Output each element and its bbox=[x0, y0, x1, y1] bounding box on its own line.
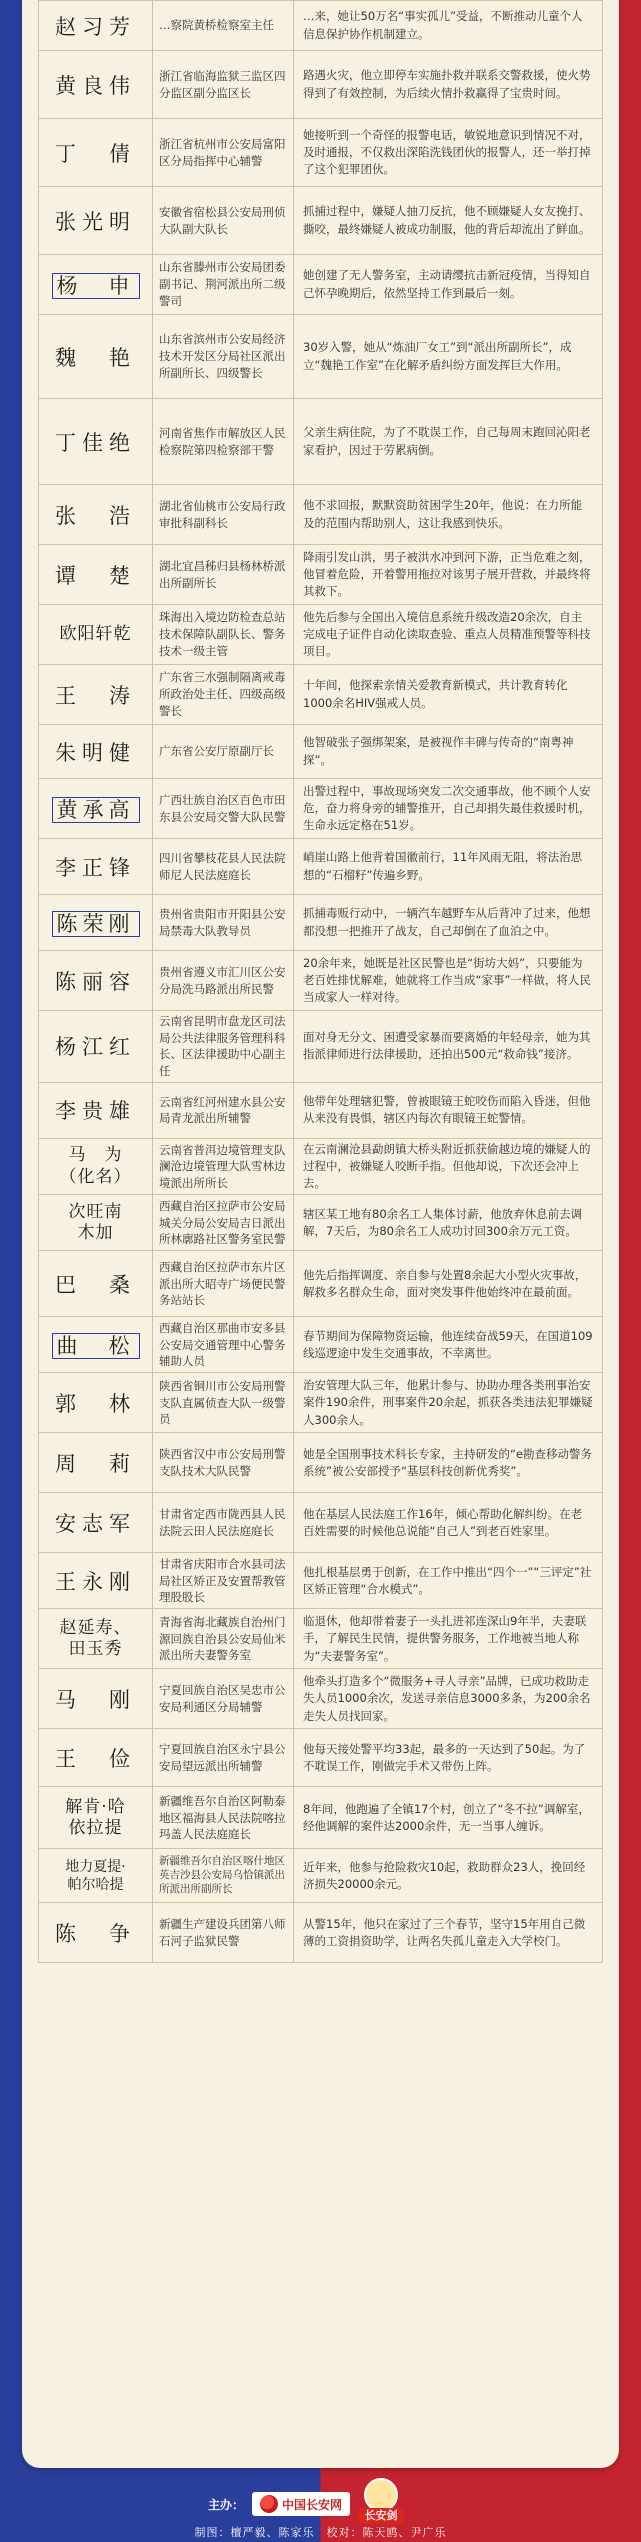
honoree-unit: 新疆维吾尔自治区喀什地区英吉沙县公安局乌恰镇派出所派出所副所长 bbox=[153, 1849, 294, 1903]
honoree-row bbox=[39, 119, 603, 187]
honoree-unit: 湖北省仙桃市公安局行政审批科副科长 bbox=[153, 485, 294, 545]
honoree-unit: 云南省普洱边境管理支队澜沧边境管理大队雪林边境派出所所长 bbox=[153, 1138, 294, 1195]
honoree-deed: 十年间，他探索亲情关爱教育新模式，共计教育转化1000余名HIV强戒人员。 bbox=[294, 665, 603, 725]
honoree-deed: 父亲生病住院，为了不耽误工作，自己每周末跑回沁阳老家看护，因过于劳累病倒。 bbox=[294, 399, 603, 485]
honoree-unit: 广西壮族自治区百色市田东县公安局交警大队民警 bbox=[153, 779, 294, 839]
honoree-row bbox=[39, 1082, 603, 1138]
honoree-unit: …察院黄桥检察室主任 bbox=[153, 1, 294, 51]
honoree-row bbox=[39, 1317, 603, 1373]
honoree-deed: 他带年处理辖犯警，曾被眼镜王蛇咬伤而陷入昏迷，但他从来没有畏惧，辖区内每次有眼镜王蛇警情。 bbox=[294, 1082, 603, 1138]
honoree-unit: 陕西省汉中市公安局刑警支队技术大队民警 bbox=[153, 1433, 294, 1493]
honoree-deed: 他牵头打造多个“微服务+寻人寻亲”品牌，已成功救助走失人员1000余次，发送寻亲信息3000多条，为200余名走失人员找回家。 bbox=[294, 1669, 603, 1729]
honoree-row bbox=[39, 1011, 603, 1083]
honoree-unit: 四川省攀枝花县人民法院师尼人民法庭庭长 bbox=[153, 839, 294, 895]
honoree-deed: 治安管理大队三年，他累计参与、协助办理各类刑事治安案件190余件，刑事案件20余起，抓获各类违法犯罪嫌疑人300余人。 bbox=[294, 1373, 603, 1433]
honoree-name: 马 为 （化名） bbox=[39, 1138, 153, 1195]
honoree-unit: 西藏自治区那曲市安多县公安局交通管理中心警务辅助人员 bbox=[153, 1317, 294, 1373]
honoree-name: 陈 争 bbox=[39, 1903, 153, 1963]
honoree-deed: 出警过程中，事故现场突发二次交通事故，他不顾个人安危，奋力将身旁的辅警推开，自己却捐失最佳救援时机，生命永远定格在51岁。 bbox=[294, 779, 603, 839]
honoree-deed: 辖区某工地有80余名工人集体讨薪，他放弃休息前去调解，7天后，为80余名工人成功讨回300余万元工资。 bbox=[294, 1195, 603, 1251]
honoree-name: 曲 松 bbox=[39, 1317, 153, 1373]
honoree-name: 张 浩 bbox=[39, 485, 153, 545]
honoree-unit: 甘肃省定西市陇西县人民法院云田人民法庭庭长 bbox=[153, 1493, 294, 1553]
changanjian-mascot-icon bbox=[364, 2478, 398, 2512]
chinapeace-logo-text: 中国长安网 bbox=[282, 2497, 343, 2512]
honoree-unit: 甘肃省庆阳市合水县司法局社区矫正及安置帮教管理股股长 bbox=[153, 1553, 294, 1609]
honoree-unit: 山东省滨州市公安局经济技术开发区分局社区派出所副所长、四级警长 bbox=[153, 315, 294, 399]
honoree-row bbox=[39, 1553, 603, 1609]
honoree-name: 赵延寿、 田玉秀 bbox=[39, 1609, 153, 1669]
honoree-name: 谭 楚 bbox=[39, 545, 153, 605]
honoree-name: 王 涛 bbox=[39, 665, 153, 725]
honoree-row bbox=[39, 1373, 603, 1433]
honoree-deed: 面对身无分文、困遭受家暴而要离婚的年轻母亲，她为其指派律师进行法律援助，还拍出500元“救命钱”接济。 bbox=[294, 1011, 603, 1083]
honoree-row bbox=[39, 1903, 603, 1963]
honoree-deed: 30岁入警，她从“炼油厂女工”到“派出所副所长”，成立“魏艳工作室”在化解矛盾纠纷方面发挥巨大作用。 bbox=[294, 315, 603, 399]
honoree-name: 丁 倩 bbox=[39, 119, 153, 187]
honoree-deed: 峭崖山路上他背着国徽前行，11年风雨无阻，将法治思想的“石榴籽”传遍乡野。 bbox=[294, 839, 603, 895]
honoree-row bbox=[39, 1609, 603, 1669]
honoree-name: 欧阳轩乾 bbox=[39, 605, 153, 665]
changanjian-logo bbox=[358, 2478, 404, 2530]
honoree-deed: 20余年来，她既是社区民警也是“街坊大妈”，只要能为老百姓排忧解难，她就将工作当成“家事”一样做，将人民当成家人一样对待。 bbox=[294, 951, 603, 1011]
honoree-row bbox=[39, 725, 603, 779]
honoree-unit: 贵州省贵阳市开阳县公安局禁毒大队教导员 bbox=[153, 895, 294, 951]
honoree-deed: 路遇火灾，他立即停车实施扑救并联系交警救援，使火势得到了有效控制，为后续火情扑救赢得了宝贵时间。 bbox=[294, 51, 603, 119]
honoree-name: 地力夏提· 帕尔哈提 bbox=[39, 1849, 153, 1903]
honoree-name: 杨 申 bbox=[39, 255, 153, 315]
honoree-name: 陈丽容 bbox=[39, 951, 153, 1011]
honoree-row bbox=[39, 1251, 603, 1317]
honoree-deed: 他每天接处警平均33起，最多的一天达到了50起。为了不耽误工作，刚做完手术又带伤上阵。 bbox=[294, 1729, 603, 1787]
honoree-row bbox=[39, 665, 603, 725]
honoree-row bbox=[39, 187, 603, 255]
honoree-deed: 他在基层人民法庭工作16年，倾心帮助化解纠纷。在老百姓需要的时候他总说能“自己人”到老百姓家里。 bbox=[294, 1493, 603, 1553]
honoree-name: 黄良伟 bbox=[39, 51, 153, 119]
honoree-name: 杨江红 bbox=[39, 1011, 153, 1083]
honoree-unit: 云南省红河州建水县公安局青龙派出所辅警 bbox=[153, 1082, 294, 1138]
honoree-unit: 宁夏回族自治区吴忠市公安局利通区分局辅警 bbox=[153, 1669, 294, 1729]
honoree-name: 马 刚 bbox=[39, 1669, 153, 1729]
honoree-deed: 她是全国刑事技术科长专家，主持研发的“e勘查移动警务系统”被公安部授予“基层科技创新优秀奖”。 bbox=[294, 1433, 603, 1493]
honoree-unit: 云南省昆明市盘龙区司法局公共法律服务管理科科长、区法律援助中心副主任 bbox=[153, 1011, 294, 1083]
sponsor-label: 主办： bbox=[208, 2497, 245, 2512]
honoree-name: 巴 桑 bbox=[39, 1251, 153, 1317]
honoree-deed: …来，她让50万名“事实孤儿”受益，不断推动儿童个人信息保护协作机制建立。 bbox=[294, 1, 603, 51]
honoree-name: 魏 艳 bbox=[39, 315, 153, 399]
honoree-unit: 山东省滕州市公安局团委副书记、荆河派出所二级警司 bbox=[153, 255, 294, 315]
honoree-name: 王 俭 bbox=[39, 1729, 153, 1787]
honoree-deed: 她创建了无人警务室，主动请缨抗击新冠疫情，当得知自己怀孕晚期后，依然坚持工作到最后一刻。 bbox=[294, 255, 603, 315]
honoree-deed: 在云南澜沧县勐朗镇大桥头附近抓获偷越边境的嫌疑人的过程中，被嫌疑人咬断手指。但他却说，下次还会冲上去。 bbox=[294, 1138, 603, 1195]
honoree-name: 李贵雄 bbox=[39, 1082, 153, 1138]
honoree-row bbox=[39, 315, 603, 399]
honoree-deed: 春节期间为保障物资运输，他连续奋战59天，在国道109线巡逻途中发生交通事故，不幸离世。 bbox=[294, 1317, 603, 1373]
honoree-unit: 珠海出入境边防检查总站技术保障队副队长、警务技术一级主管 bbox=[153, 605, 294, 665]
honoree-unit: 湖北宜昌秭归县杨林桥派出所副所长 bbox=[153, 545, 294, 605]
honoree-unit: 陕西省铜川市公安局刑警支队直属侦查大队一级警员 bbox=[153, 1373, 294, 1433]
honoree-unit: 广东省公安厅原副厅长 bbox=[153, 725, 294, 779]
honor-table bbox=[38, 0, 603, 1963]
honoree-row bbox=[39, 1729, 603, 1787]
honoree-unit: 浙江省临海监狱三监区四分监区副分监区长 bbox=[153, 51, 294, 119]
honoree-row bbox=[39, 1849, 603, 1903]
honoree-row bbox=[39, 951, 603, 1011]
honoree-row bbox=[39, 779, 603, 839]
honoree-row bbox=[39, 1669, 603, 1729]
honoree-unit: 广东省三水强制隔离戒毒所政治处主任、四级高级警长 bbox=[153, 665, 294, 725]
honoree-row bbox=[39, 895, 603, 951]
honoree-deed: 他先后参与全国出入境信息系统升级改造20余次，自主完成电子证件自动化读取查验、重点人员精准预警等科技项目。 bbox=[294, 605, 603, 665]
honoree-unit: 贵州省遵义市汇川区公安分局洗马路派出所民警 bbox=[153, 951, 294, 1011]
honoree-deed: 他不求回报，默默资助贫困学生20年，他说：在力所能及的范围内帮助别人，这让我感到快乐。 bbox=[294, 485, 603, 545]
honoree-deed: 他先后指挥调度、亲自参与处置8余起大小型火灾事故，解救多名群众生命，面对突发事件他始终冲在最前面。 bbox=[294, 1251, 603, 1317]
honoree-row bbox=[39, 1433, 603, 1493]
honoree-unit: 安徽省宿松县公安局刑侦大队副大队长 bbox=[153, 187, 294, 255]
honoree-deed: 抓捕过程中，嫌疑人抽刀反抗，他不顾嫌疑人女友挽打、撕咬，最终嫌疑人被成功制服，他的背后却流出了鲜血。 bbox=[294, 187, 603, 255]
honoree-unit: 新疆生产建设兵团第八师石河子监狱民警 bbox=[153, 1903, 294, 1963]
honoree-row bbox=[39, 1493, 603, 1553]
honoree-deed: 降雨引发山洪，男子被洪水冲到河下游，正当危难之刻，他冒着危险，开着警用拖拉对该男子展开营救，并最终将其救下。 bbox=[294, 545, 603, 605]
honoree-row bbox=[39, 51, 603, 119]
honoree-deed: 他扎根基层勇于创新，在工作中推出“四个一”“三评定”社区矫正管理“合水模式”。 bbox=[294, 1553, 603, 1609]
honoree-row bbox=[39, 1195, 603, 1251]
honoree-name: 次旺南 木加 bbox=[39, 1195, 153, 1251]
honoree-name: 李正锋 bbox=[39, 839, 153, 895]
chinapeace-logo bbox=[252, 2492, 350, 2516]
honoree-name: 张光明 bbox=[39, 187, 153, 255]
changanjian-logo-text: 长安剑 bbox=[358, 2508, 404, 2524]
honoree-row bbox=[39, 399, 603, 485]
sponsor-bar bbox=[208, 2486, 404, 2522]
honoree-row bbox=[39, 255, 603, 315]
honoree-row bbox=[39, 839, 603, 895]
honoree-name: 安志军 bbox=[39, 1493, 153, 1553]
honoree-name: 朱明健 bbox=[39, 725, 153, 779]
honoree-name: 赵习芳 bbox=[39, 1, 153, 51]
honoree-deed: 他智破张子强绑架案，是被视作丰碑与传奇的“南粤神探”。 bbox=[294, 725, 603, 779]
chinapeace-logo-icon bbox=[260, 2495, 278, 2513]
honoree-name: 陈荣刚 bbox=[39, 895, 153, 951]
honoree-row bbox=[39, 485, 603, 545]
honoree-deed: 抓捕毒贩行动中，一辆汽车越野车从后背冲了过来，他想都没想一把推开了战友，自己却倒在了血泊之中。 bbox=[294, 895, 603, 951]
honoree-unit: 河南省焦作市解放区人民检察院第四检察部干警 bbox=[153, 399, 294, 485]
honoree-row bbox=[39, 545, 603, 605]
honoree-unit: 宁夏回族自治区永宁县公安局望远派出所辅警 bbox=[153, 1729, 294, 1787]
honoree-name: 丁佳绝 bbox=[39, 399, 153, 485]
honoree-unit: 浙江省杭州市公安局富阳区分局指挥中心辅警 bbox=[153, 119, 294, 187]
honoree-name: 王永刚 bbox=[39, 1553, 153, 1609]
honor-list-panel bbox=[22, 0, 619, 2468]
honoree-name: 黄承高 bbox=[39, 779, 153, 839]
honoree-name: 周 莉 bbox=[39, 1433, 153, 1493]
honoree-row bbox=[39, 605, 603, 665]
honoree-row bbox=[39, 1, 603, 51]
honoree-deed: 近年来，他参与抢险救灾10起，救助群众23人，挽回经济损失20000余元。 bbox=[294, 1849, 603, 1903]
honoree-row bbox=[39, 1787, 603, 1849]
honoree-unit: 青海省海北藏族自治州门源回族自治县公安局仙米派出所夫妻警务室 bbox=[153, 1609, 294, 1669]
honoree-row bbox=[39, 1138, 603, 1195]
honoree-unit: 新疆维吾尔自治区阿勒泰地区福海县人民法院喀拉玛盖人民法庭庭长 bbox=[153, 1787, 294, 1849]
honoree-deed: 临退休，他却带着妻子一头扎进祁连深山9年半，夫妻联手，了解民生民情，提供警务服务，工作地被当地人称为“夫妻警务室”。 bbox=[294, 1609, 603, 1669]
honoree-name: 郭 林 bbox=[39, 1373, 153, 1433]
honoree-deed: 她接听到一个奇怪的报警电话，敏锐地意识到情况不对，及时通报，不仅救出深陷洗钱团伙的报警人，还一举打掉了这个犯罪团伙。 bbox=[294, 119, 603, 187]
honoree-deed: 从警15年，他只在家过了三个春节，坚守15年用自己微薄的工资捐资助学，让两名失孤儿童走入大学校门。 bbox=[294, 1903, 603, 1963]
honoree-unit: 西藏自治区拉萨市东片区派出所大昭寺广场便民警务站站长 bbox=[153, 1251, 294, 1317]
credits-line: 制图：檀严毅、陈家乐 校对：陈天鸥、尹广乐 bbox=[194, 2526, 447, 2539]
honoree-unit: 西藏自治区拉萨市公安局城关分局公安局吉日派出所林廓路社区警务室民警 bbox=[153, 1195, 294, 1251]
honoree-deed: 8年间，他跑遍了全镇17个村，创立了“冬不拉”调解室，经他调解的案件达2000余件，无一当事人缠诉。 bbox=[294, 1787, 603, 1849]
honoree-name: 解肯·哈 依拉提 bbox=[39, 1787, 153, 1849]
